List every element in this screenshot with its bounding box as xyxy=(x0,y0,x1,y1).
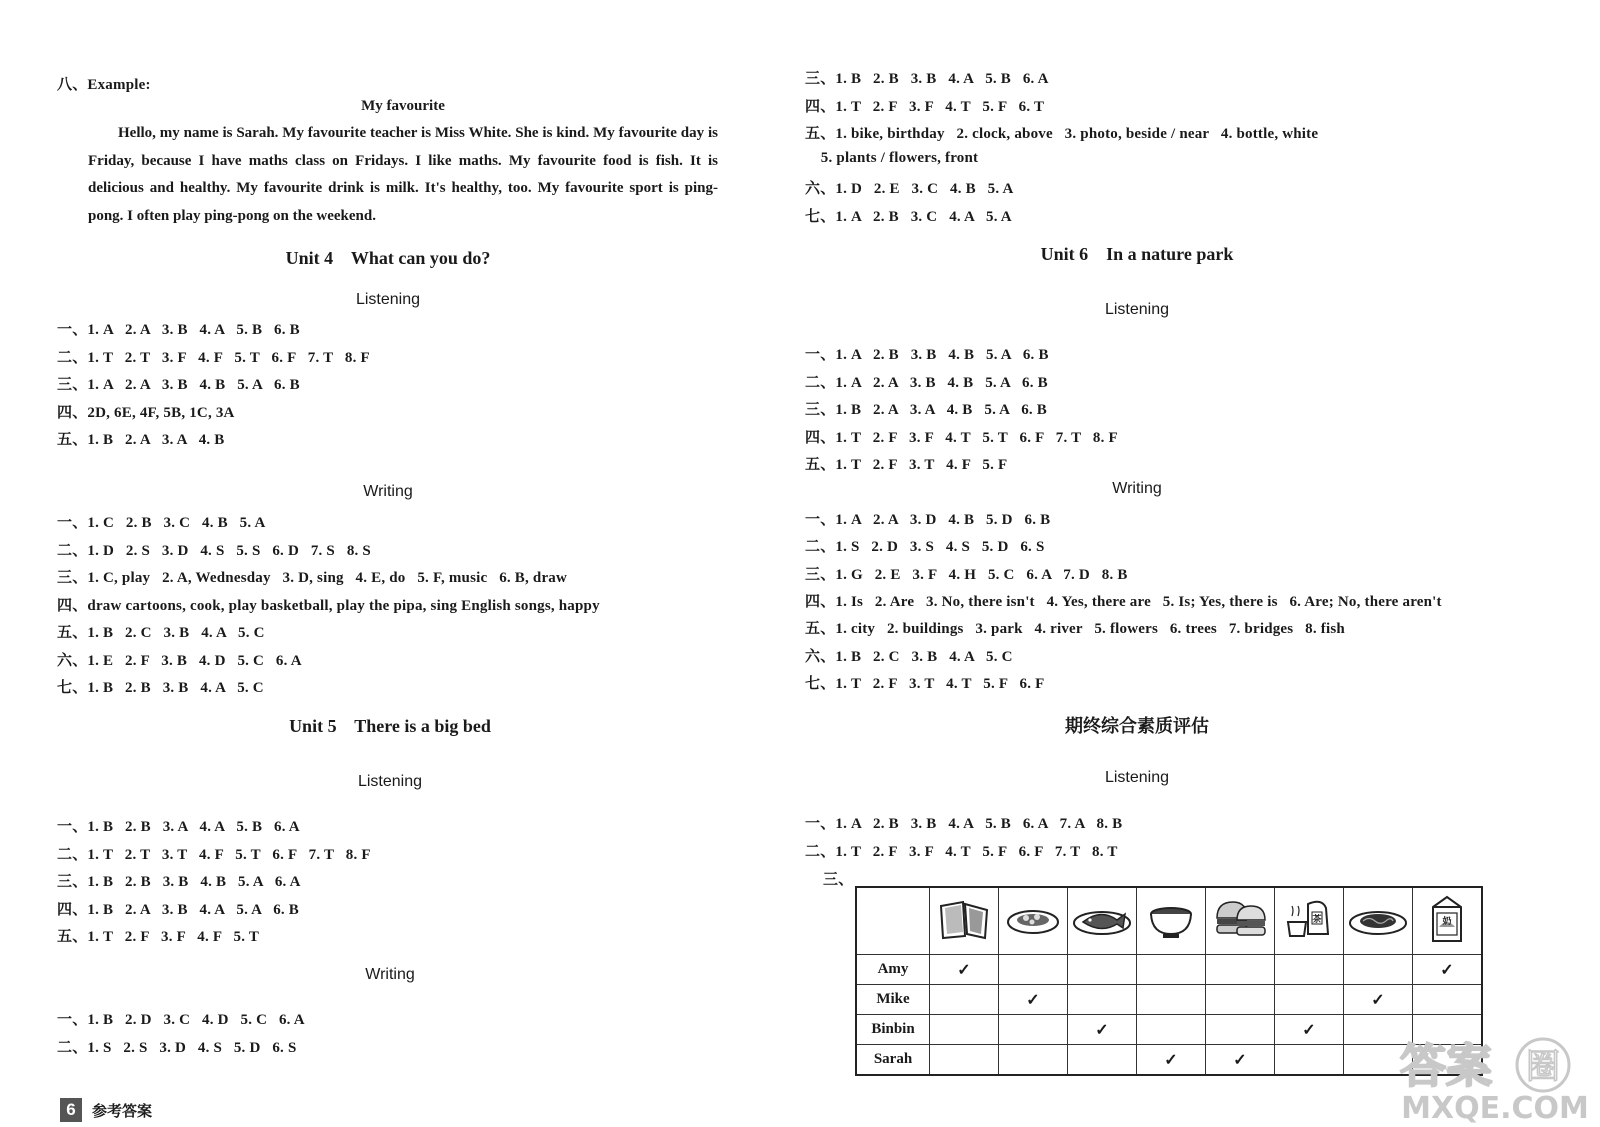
watermark-logo xyxy=(1395,1030,1595,1125)
check-cell xyxy=(1206,1015,1275,1045)
story-body: Hello, my name is Sarah. My favourite teacher is Miss White. She is kind. My favourite day is Friday, because I have maths class on Fridays. I like maths. My favourite food is fish. It is delicious and healthy. My favourite drink is milk. It's healthy, too. My favourite sport is ping-pong. I often play ping-pong on the weekend. xyxy=(88,125,718,224)
story-text xyxy=(88,120,718,230)
answer-line: 七、1. A 2. B 3. C 4. A 5. A xyxy=(805,208,1012,225)
food-col-7 xyxy=(1344,887,1413,955)
answer-line: 五、1. T 2. F 3. F 4. F 5. T xyxy=(57,929,260,945)
answer-line: 二、1. A 2. A 3. B 4. B 5. A 6. B xyxy=(805,374,1048,391)
check-cell xyxy=(930,1015,999,1045)
answer-line: 七、1. B 2. B 3. B 4. A 5. C xyxy=(57,680,264,696)
check-cell xyxy=(1137,955,1206,985)
answer-line: 四、1. T 2. F 3. F 4. T 5. F 6. T xyxy=(805,98,1045,115)
watermark-text: MXQE.COM xyxy=(1401,1091,1589,1125)
unit6-listening-heading: Listening xyxy=(1104,301,1170,318)
answer-line: 四、draw cartoons, cook, play basketball, play the pipa, sing English songs, happy xyxy=(57,597,600,614)
answer-line: 四、2D, 6E, 4F, 5B, 1C, 3A xyxy=(57,404,235,421)
check-mark: ✓ xyxy=(1026,991,1040,1009)
answer-line: 五、1. B 2. A 3. A 4. B xyxy=(57,432,225,448)
unit6-title: Unit 6 In a nature park xyxy=(1040,244,1234,264)
unit5-title: Unit 5 There is a big bed xyxy=(289,716,491,736)
check-cell xyxy=(1275,985,1344,1015)
food-col-5 xyxy=(1206,887,1275,955)
table-label: 三、 xyxy=(823,872,854,888)
check-cell xyxy=(1344,955,1413,985)
check-cell xyxy=(1206,955,1275,985)
final-title: 期终综合素质评估 xyxy=(1065,716,1209,736)
svg-text:圈: 圈 xyxy=(1526,1047,1560,1087)
answer-line: 一、1. B 2. D 3. C 4. D 5. C 6. A xyxy=(57,1012,305,1028)
check-mark: ✓ xyxy=(1302,1021,1316,1039)
check-cell xyxy=(1413,985,1483,1015)
check-mark: ✓ xyxy=(1440,961,1454,979)
check-mark: ✓ xyxy=(957,961,971,979)
answer-line: 四、1. B 2. A 3. B 4. A 5. A 6. B xyxy=(57,901,299,918)
food-col-3 xyxy=(1068,887,1137,955)
answer-line: 三、1. A 2. A 3. B 4. B 5. A 6. B xyxy=(57,377,300,393)
check-cell xyxy=(999,955,1068,985)
unit5-writing-heading: Writing xyxy=(365,966,415,983)
check-cell xyxy=(1275,1015,1344,1045)
answer-line: 二、1. T 2. F 3. F 4. T 5. F 6. F 7. T 8. T xyxy=(805,843,1118,860)
check-cell xyxy=(999,1015,1068,1045)
table-header-row xyxy=(856,887,1482,955)
check-cell xyxy=(1068,985,1137,1015)
unit6-writing-heading: Writing xyxy=(1112,480,1162,497)
answer-line: 六、1. B 2. C 3. B 4. A 5. C xyxy=(805,648,1013,665)
sandwich-icon xyxy=(935,896,993,942)
fish-plate-icon xyxy=(1071,896,1133,942)
table-row xyxy=(856,985,1482,1015)
food-col-2 xyxy=(999,887,1068,955)
table-row xyxy=(856,955,1482,985)
food-col-1 xyxy=(930,887,999,955)
food-col-6 xyxy=(1275,887,1344,955)
salad-plate-icon xyxy=(1004,896,1062,942)
answer-line: 一、1. A 2. B 3. B 4. A 5. B 6. A 7. A 8. B xyxy=(805,816,1123,832)
row-name-cell: Binbin xyxy=(856,1015,930,1045)
check-cell xyxy=(1137,1015,1206,1045)
answer-line: 三、1. B 2. B 3. B 4. A 5. B 6. A xyxy=(805,71,1049,87)
story-title: My favourite xyxy=(361,98,445,114)
final-listening-heading: Listening xyxy=(1104,769,1170,786)
answer-line: 二、1. T 2. T 3. T 4. F 5. T 6. F 7. T 8. F xyxy=(57,846,371,863)
footer-label: 参考答案 xyxy=(92,1104,153,1120)
check-cell xyxy=(1068,1045,1137,1076)
answer-line: 四、1. Is 2. Are 3. No, there isn't 4. Yes, there are 5. Is; Yes, there is 6. Are; No, there aren't xyxy=(805,593,1442,610)
check-cell xyxy=(930,985,999,1015)
unit5-listening-heading: Listening xyxy=(357,773,423,790)
food-choice-table xyxy=(855,886,1483,1076)
answer-line: 三、1. B 2. B 3. B 4. B 5. A 6. A xyxy=(57,874,301,890)
check-cell xyxy=(1068,1015,1137,1045)
answer-line: 四、1. T 2. F 3. F 4. T 5. T 6. F 7. T 8. F xyxy=(805,429,1118,446)
check-cell xyxy=(930,955,999,985)
answer-line: 二、1. T 2. T 3. F 4. F 5. T 6. F 7. T 8. F xyxy=(57,349,370,366)
answer-line: 二、1. S 2. D 3. S 4. S 5. D 6. S xyxy=(805,539,1045,556)
check-mark: ✓ xyxy=(1233,1051,1247,1069)
svg-text:答案: 答案 xyxy=(1400,1039,1492,1093)
check-cell xyxy=(999,985,1068,1015)
check-mark: ✓ xyxy=(1095,1021,1109,1039)
answer-line: 六、1. D 2. E 3. C 4. B 5. A xyxy=(805,181,1014,197)
answer-line: 七、1. T 2. F 3. T 4. T 5. F 6. F xyxy=(805,675,1045,692)
page-number: 6 xyxy=(60,1098,82,1122)
food-col-4 xyxy=(1137,887,1206,955)
check-cell xyxy=(1137,985,1206,1015)
check-mark: ✓ xyxy=(1164,1051,1178,1069)
check-mark: ✓ xyxy=(1371,991,1385,1009)
soup-bowl-icon xyxy=(1146,896,1196,942)
answer-line: 五、1. B 2. C 3. B 4. A 5. C xyxy=(57,625,265,641)
svg-text:奶: 奶 xyxy=(1442,916,1452,927)
check-cell xyxy=(1137,1045,1206,1076)
example-label: 八、Example: xyxy=(57,77,151,93)
answer-line: 三、1. G 2. E 3. F 4. H 5. C 6. A 7. D 8. B xyxy=(805,566,1128,583)
row-name-cell: Sarah xyxy=(856,1045,930,1076)
check-cell xyxy=(999,1045,1068,1076)
answer-line: 一、1. A 2. A 3. D 4. B 5. D 6. B xyxy=(805,512,1051,528)
table-row xyxy=(856,1015,1482,1045)
check-cell xyxy=(1068,955,1137,985)
table-row xyxy=(856,1045,1482,1076)
svg-text:茶: 茶 xyxy=(1312,914,1322,925)
check-cell xyxy=(930,1045,999,1076)
answer-line: 五、1. bike, birthday 2. clock, above 3. photo, beside / near 4. bottle, white xyxy=(805,126,1319,142)
answer-line: 三、1. C, play 2. A, Wednesday 3. D, sing 4. E, do 5. F, music 6. B, draw xyxy=(57,570,568,586)
check-cell xyxy=(1275,1045,1344,1076)
answer-line: 一、1. A 2. A 3. B 4. A 5. B 6. B xyxy=(57,322,300,338)
answer-line: 一、1. B 2. B 3. A 4. A 5. B 6. A xyxy=(57,819,300,835)
check-cell xyxy=(1275,955,1344,985)
unit4-title: Unit 4 What can you do? xyxy=(285,248,491,268)
unit4-listening-heading: Listening xyxy=(355,291,421,308)
header-corner-cell xyxy=(856,887,930,955)
row-name-cell: Mike xyxy=(856,985,930,1015)
unit4-writing-heading: Writing xyxy=(363,483,413,500)
answer-line: 六、1. E 2. F 3. B 4. D 5. C 6. A xyxy=(57,652,302,669)
noodles-plate-icon xyxy=(1347,896,1409,942)
check-cell xyxy=(1344,985,1413,1015)
check-cell xyxy=(1206,985,1275,1015)
milk-carton-icon xyxy=(1425,893,1469,945)
hamburger-icon xyxy=(1211,896,1269,942)
answer-line: 五、1. city 2. buildings 3. park 4. river 5. flowers 6. trees 7. bridges 8. fish xyxy=(805,621,1345,638)
answer-line: 二、1. D 2. S 3. D 4. S 5. S 6. D 7. S 8. S xyxy=(57,542,371,559)
answer-line: 三、1. B 2. A 3. A 4. B 5. A 6. B xyxy=(805,402,1047,418)
answer-line: 一、1. A 2. B 3. B 4. B 5. A 6. B xyxy=(805,347,1049,363)
answer-line: 一、1. C 2. B 3. C 4. B 5. A xyxy=(57,515,266,531)
answer-line: 5. plants / flowers, front xyxy=(805,149,979,166)
row-name-cell: Amy xyxy=(856,955,930,985)
answer-line: 五、1. T 2. F 3. T 4. F 5. F xyxy=(805,457,1008,473)
tea-icon xyxy=(1282,894,1336,944)
check-cell xyxy=(1413,955,1483,985)
answer-line: 二、1. S 2. S 3. D 4. S 5. D 6. S xyxy=(57,1039,297,1056)
food-col-8 xyxy=(1413,887,1483,955)
check-cell xyxy=(1206,1045,1275,1076)
